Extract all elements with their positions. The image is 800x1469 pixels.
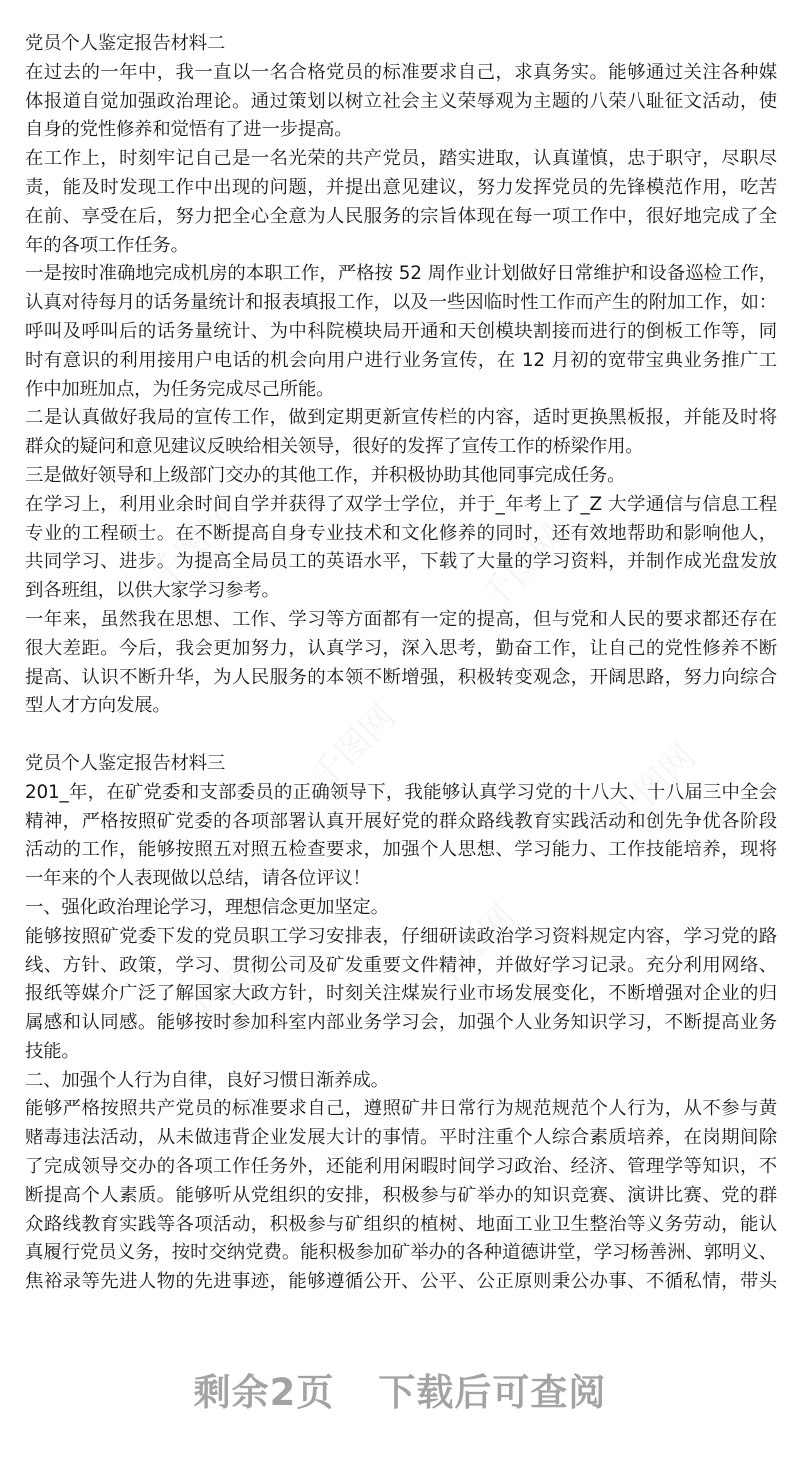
download-prompt[interactable] [0, 1362, 800, 1416]
paragraph-line: 报纸等媒介广泛了解国家大政方针，时刻关注煤炭行业市场发展变化，不断增强对企业的归 [25, 983, 777, 1005]
paragraph-line: 赌毒违法活动，从未做违背企业发展大计的事情。平时注重个人综合素质培养，在岗期间除 [25, 1127, 777, 1149]
paragraph-line: 呼叫及呼叫后的话务量统计、为中科院模块局开通和天创模块割接而进行的倒板工作等，同 [25, 320, 777, 342]
paragraph-line: 群众的疑问和意见建议反映给相关领导，很好的发挥了宣传工作的桥梁作用。 [25, 436, 644, 458]
paragraph-line: 三是做好领导和上级部门交办的其他工作，并积极协助其他同事完成任务。 [25, 464, 626, 486]
paragraph-line: 焦裕录等先进人物的先进事迹，能够遵循公开、公平、公正原则秉公办事、不循私情，带头 [25, 1271, 777, 1293]
paragraph-line: 年的各项工作任务。 [25, 234, 189, 256]
paragraph-line: 专业的工程硕士。在不断提高自身专业技术和文化修养的同时，还有效地帮助和影响他人， [25, 522, 777, 544]
paragraph-line: 活动的工作，能够按照五对照五检查要求，加强个人思想、学习能力、工作技能培养，现将 [25, 839, 777, 861]
download-hint-label: 下载后可查阅 [378, 1371, 607, 1414]
paragraph-line: 体报道自觉加强政治理论。通过策划以树立社会主义荣辱观为主题的八荣八耻征文活动，使 [25, 90, 777, 112]
paragraph-line: 一是按时准确地完成机房的本职工作，严格按 52 周作业计划做好日常维护和设备巡检工作， [25, 263, 777, 285]
paragraph-line: 断提高个人素质。能够听从党组织的安排，积极参与矿举办的知识竞赛、演讲比赛、党的群 [25, 1184, 777, 1206]
paragraph-line: 能够按照矿党委下发的党员职工学习安排表，仔细研读政治学习资料规定内容，学习党的路 [25, 925, 777, 947]
section-3 [25, 750, 777, 1297]
paragraph-line: 众路线教育实践等各项活动，积极参与矿组织的植树、地面工业卫生整治等义务劳动，能认 [25, 1213, 777, 1235]
paragraph-line: 在过去的一年中，我一直以一名合格党员的标准要求自己，求真务实。能够通过关注各种媒 [25, 61, 777, 83]
paragraph-line: 了完成领导交办的各项工作任务外，还能利用闲暇时间学习政治、经济、管理学等知识，不 [25, 1156, 777, 1178]
paragraph-line: 作中加班加点，为任务完成尽己所能。 [25, 378, 335, 400]
section-2-lines [25, 59, 777, 721]
paragraph-line: 二是认真做好我局的宣传工作，做到定期更新宣传栏的内容，适时更换黑板报，并能及时将 [25, 407, 777, 429]
paragraph-line: 真履行党员义务，按时交纳党费。能积极参加矿举办的各种道德讲堂，学习杨善洲、郭明义、 [25, 1242, 777, 1264]
spacer [25, 721, 777, 750]
paragraph-line: 型人才方向发展。 [25, 695, 171, 717]
paragraph-line: 提高、认识不断升华，为人民服务的本领不断增强，积极转变观念，开阔思路，努力向综合 [25, 666, 777, 688]
paragraph-line: 能够严格按照共产党员的标准要求自己，遵照矿井日常行为规范规范个人行为，从不参与黄 [25, 1098, 777, 1120]
section-title: 党员个人鉴定报告材料二 [25, 33, 226, 54]
paragraph-line: 共同学习、进步。为提高全局员工的英语水平，下载了大量的学习资料，并制作成光盘发放 [25, 551, 777, 573]
paragraph-line: 自身的党性修养和觉悟有了进一步提高。 [25, 119, 353, 141]
paragraph-line: 责，能及时发现工作中出现的问题，并提出意见建议，努力发挥党员的先锋模范作用，吃苦 [25, 176, 777, 198]
paragraph-line: 在工作上，时刻牢记自己是一名光荣的共产党员，踏实进取，认真谨慎，忠于职守，尽职尽 [25, 148, 777, 170]
paragraph-line: 线、方针、政策，学习、贯彻公司及矿发重要文件精神，并做好学习记录。充分利用网络、 [25, 954, 777, 976]
paragraph-line: 一年来，虽然我在思想、工作、学习等方面都有一定的提高，但与党和人民的要求都还存在 [25, 608, 777, 630]
paragraph-line: 一年来的个人表现做以总结，请各位评议！ [25, 868, 371, 890]
paragraph-line: 精神，严格按照矿党委的各项部署认真开展好党的群众路线教育实践活动和创先争优各阶段 [25, 810, 777, 832]
paragraph-line: 时有意识的利用接用户电话的机会向用户进行业务宣传，在 12 月初的宽带宝典业务推广工 [25, 349, 777, 371]
paragraph-line: 在前、享受在后，努力把全心全意为人民服务的宗旨体现在每一项工作中，很好地完成了全 [25, 205, 777, 227]
paragraph-line: 很大差距。今后，我会更加努力，认真学习，深入思考，勤奋工作，让自己的党性修养不断 [25, 637, 777, 659]
paragraph-line: 认真对待每月的话务量统计和报表填报工作，以及一些因临时性工作而产生的附加工作，如： [25, 292, 777, 314]
paragraph-line: 属感和认同感。能够按时参加科室内部业务学习会，加强个人业务知识学习，不断提高业务 [25, 1012, 777, 1034]
paragraph-line: 在学习上，利用业余时间自学并获得了双学士学位，并于_年考上了_Z 大学通信与信息工程 [25, 493, 777, 515]
paragraph-line: 技能。 [25, 1040, 80, 1062]
document-body [25, 30, 777, 1297]
section-title: 党员个人鉴定报告材料三 [25, 752, 226, 774]
paragraph-line: 一、强化政治理论学习，理想信念更加坚定。 [25, 896, 389, 918]
section-2 [25, 30, 777, 721]
paragraph-line: 到各班组，以供大家学习参考。 [25, 580, 280, 602]
paragraph-line: 二、加强个人行为自律，良好习惯日渐养成。 [25, 1069, 389, 1091]
paragraph-line: 201_年，在矿党委和支部委员的正确领导下，我能够认真学习党的十八大、十八届三中全会 [25, 781, 777, 803]
section-3-lines [25, 779, 777, 1297]
remaining-pages-label: 剩余2页 [193, 1371, 335, 1414]
